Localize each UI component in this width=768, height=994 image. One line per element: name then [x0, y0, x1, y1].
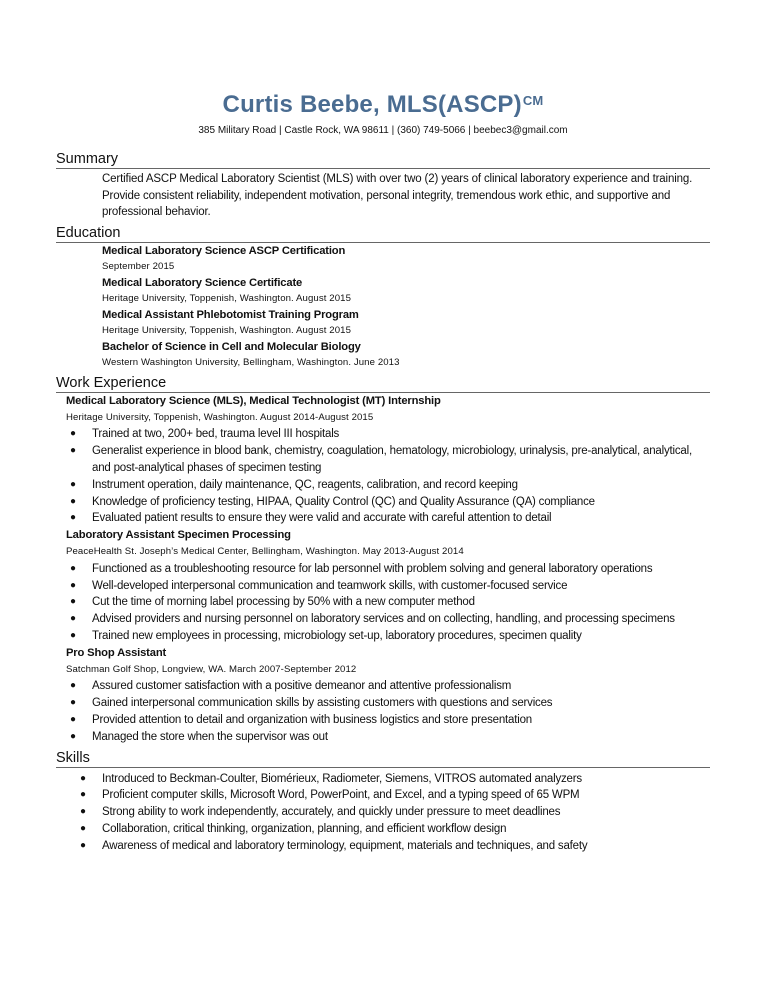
bullet-icon: ●: [70, 445, 76, 457]
list-item-text: Trained new employees in processing, microbiology set-up, laboratory procedures, specimen quality: [92, 629, 582, 642]
job-bullet-list: [56, 678, 710, 745]
job-entry: [56, 645, 710, 679]
list-item: [56, 611, 710, 628]
list-item: [66, 787, 710, 804]
list-item: [56, 678, 710, 695]
list-item-text: Managed the store when the supervisor was out: [92, 730, 328, 743]
bullet-icon: ●: [70, 579, 76, 591]
education-list: [56, 243, 710, 371]
education-item-detail: Heritage University, Toppenish, Washington. August 2015: [102, 324, 352, 336]
list-item-text: Gained interpersonal communication skills by assisting customers with questions and services: [92, 697, 553, 710]
name-text: Curtis Beebe, MLS(ASCP): [222, 91, 522, 118]
list-item-text: Collaboration, critical thinking, organization, planning, and efficient workflow design: [102, 822, 507, 835]
bullet-icon: ●: [70, 512, 76, 524]
bullet-icon: ●: [70, 730, 76, 742]
credential-superscript: CM: [522, 93, 544, 108]
job-entry: [56, 393, 710, 427]
education-item-detail: Heritage University, Toppenish, Washington. August 2015: [102, 292, 352, 304]
job-title: Laboratory Assistant Specimen Processing: [66, 529, 291, 542]
job-detail: Heritage University, Toppenish, Washington. August 2014-August 2015: [66, 411, 374, 423]
bullet-icon: ●: [70, 613, 76, 625]
bullet-icon: ●: [80, 839, 86, 851]
candidate-name: [56, 90, 710, 120]
list-item-text: Evaluated patient results to ensure they were valid and accurate with careful attention to detail: [92, 512, 552, 525]
bullet-icon: ●: [70, 697, 76, 709]
education-item-title: Medical Laboratory Science Certificate: [102, 276, 303, 289]
bullet-icon: ●: [70, 629, 76, 641]
list-item: [56, 443, 710, 477]
summary-heading: Summary: [56, 151, 710, 169]
list-item: [56, 561, 710, 578]
bullet-icon: ●: [80, 806, 86, 818]
skills-heading: Skills: [56, 750, 710, 768]
work-experience-heading: Work Experience: [56, 375, 710, 393]
list-item-text: Strong ability to work independently, accurately, and quickly under pressure to meet deadlines: [102, 806, 561, 819]
bullet-icon: ●: [70, 562, 76, 574]
job-title: Medical Laboratory Science (MLS), Medical Technologist (MT) Internship: [66, 394, 441, 407]
job-bullet-list: [56, 426, 710, 527]
list-item: [56, 578, 710, 595]
bullet-icon: ●: [80, 822, 86, 834]
list-item: [56, 729, 710, 746]
list-item: [56, 477, 710, 494]
resume-header: [56, 0, 710, 137]
list-item-text: Assured customer satisfaction with a positive demeanor and attentive professionalism: [92, 680, 512, 693]
list-item-text: Trained at two, 200+ bed, trauma level III hospitals: [92, 428, 340, 441]
bullet-icon: ●: [70, 478, 76, 490]
list-item: [66, 838, 710, 855]
list-item: [56, 712, 710, 729]
list-item: [56, 695, 710, 712]
list-item: [56, 628, 710, 645]
list-item-text: Instrument operation, daily maintenance, QC, reagents, calibration, and record keeping: [92, 478, 518, 491]
education-item-title: Medical Assistant Phlebotomist Training Program: [102, 308, 359, 321]
list-item: [56, 494, 710, 511]
list-item: [66, 821, 710, 838]
bullet-icon: ●: [70, 596, 76, 608]
bullet-icon: ●: [70, 680, 76, 692]
list-item: [56, 594, 710, 611]
contact-line: 385 Military Road | Castle Rock, WA 98611 | (360) 749-5066 | beebec3@gmail.com: [198, 125, 568, 136]
job-detail: Satchman Golf Shop, Longview, WA. March 2007-September 2012: [66, 663, 357, 675]
list-item-text: Functioned as a troubleshooting resource for lab personnel with problem solving and general laboratory operations: [92, 562, 653, 575]
bullet-icon: ●: [70, 495, 76, 507]
list-item-text: Cut the time of morning label processing by 50% with a new computer method: [92, 596, 475, 609]
list-item: [66, 771, 710, 788]
job-entry: [56, 527, 710, 561]
education-item-title: Bachelor of Science in Cell and Molecular Biology: [102, 340, 361, 353]
bullet-icon: ●: [70, 713, 76, 725]
list-item-text: Generalist experience in blood bank, chemistry, coagulation, hematology, microbiology, urinalysis, pre-analytical, analytical, and post-analytical phases of specimen testing: [92, 445, 692, 474]
education-heading: Education: [56, 225, 710, 243]
list-item-text: Awareness of medical and laboratory terminology, equipment, materials and techniques, and safety: [102, 839, 588, 852]
job-bullet-list: [56, 561, 710, 645]
summary-text: Certified ASCP Medical Laboratory Scientist (MLS) with over two (2) years of clinical laboratory experience and training. Provide consistent reliability, independent motivation, personal integrity, tremendous work ethic, and supportive and professional behavior.: [102, 173, 693, 219]
bullet-icon: ●: [80, 789, 86, 801]
list-item-text: Advised providers and nursing personnel on laboratory services and on collecting, handling, and processing specimens: [92, 613, 675, 626]
list-item-text: Knowledge of proficiency testing, HIPAA, Quality Control (QC) and Quality Assurance (QA) compliance: [92, 495, 595, 508]
list-item-text: Well-developed interpersonal communication and teamwork skills, with customer-focused service: [92, 579, 568, 592]
education-item-title: Medical Laboratory Science ASCP Certification: [102, 244, 346, 257]
list-item: [66, 804, 710, 821]
bullet-icon: ●: [80, 772, 86, 784]
list-item: [56, 510, 710, 527]
job-detail: PeaceHealth St. Joseph’s Medical Center, Bellingham, Washington. May 2013-August 2014: [66, 545, 464, 557]
list-item-text: Provided attention to detail and organization with business logistics and store presentation: [92, 713, 532, 726]
list-item-text: Introduced to Beckman-Coulter, Biomérieux, Radiometer, Siemens, VITROS automated analyzers: [102, 772, 582, 785]
bullet-icon: ●: [70, 428, 76, 440]
job-title: Pro Shop Assistant: [66, 646, 167, 659]
list-item: [56, 426, 710, 443]
skills-list: [56, 771, 710, 855]
education-item-detail: September 2015: [102, 260, 175, 272]
education-item-detail: Western Washington University, Bellingham, Washington. June 2013: [102, 356, 400, 368]
list-item-text: Proficient computer skills, Microsoft Word, PowerPoint, and Excel, and a typing speed of 65 WPM: [102, 789, 580, 802]
